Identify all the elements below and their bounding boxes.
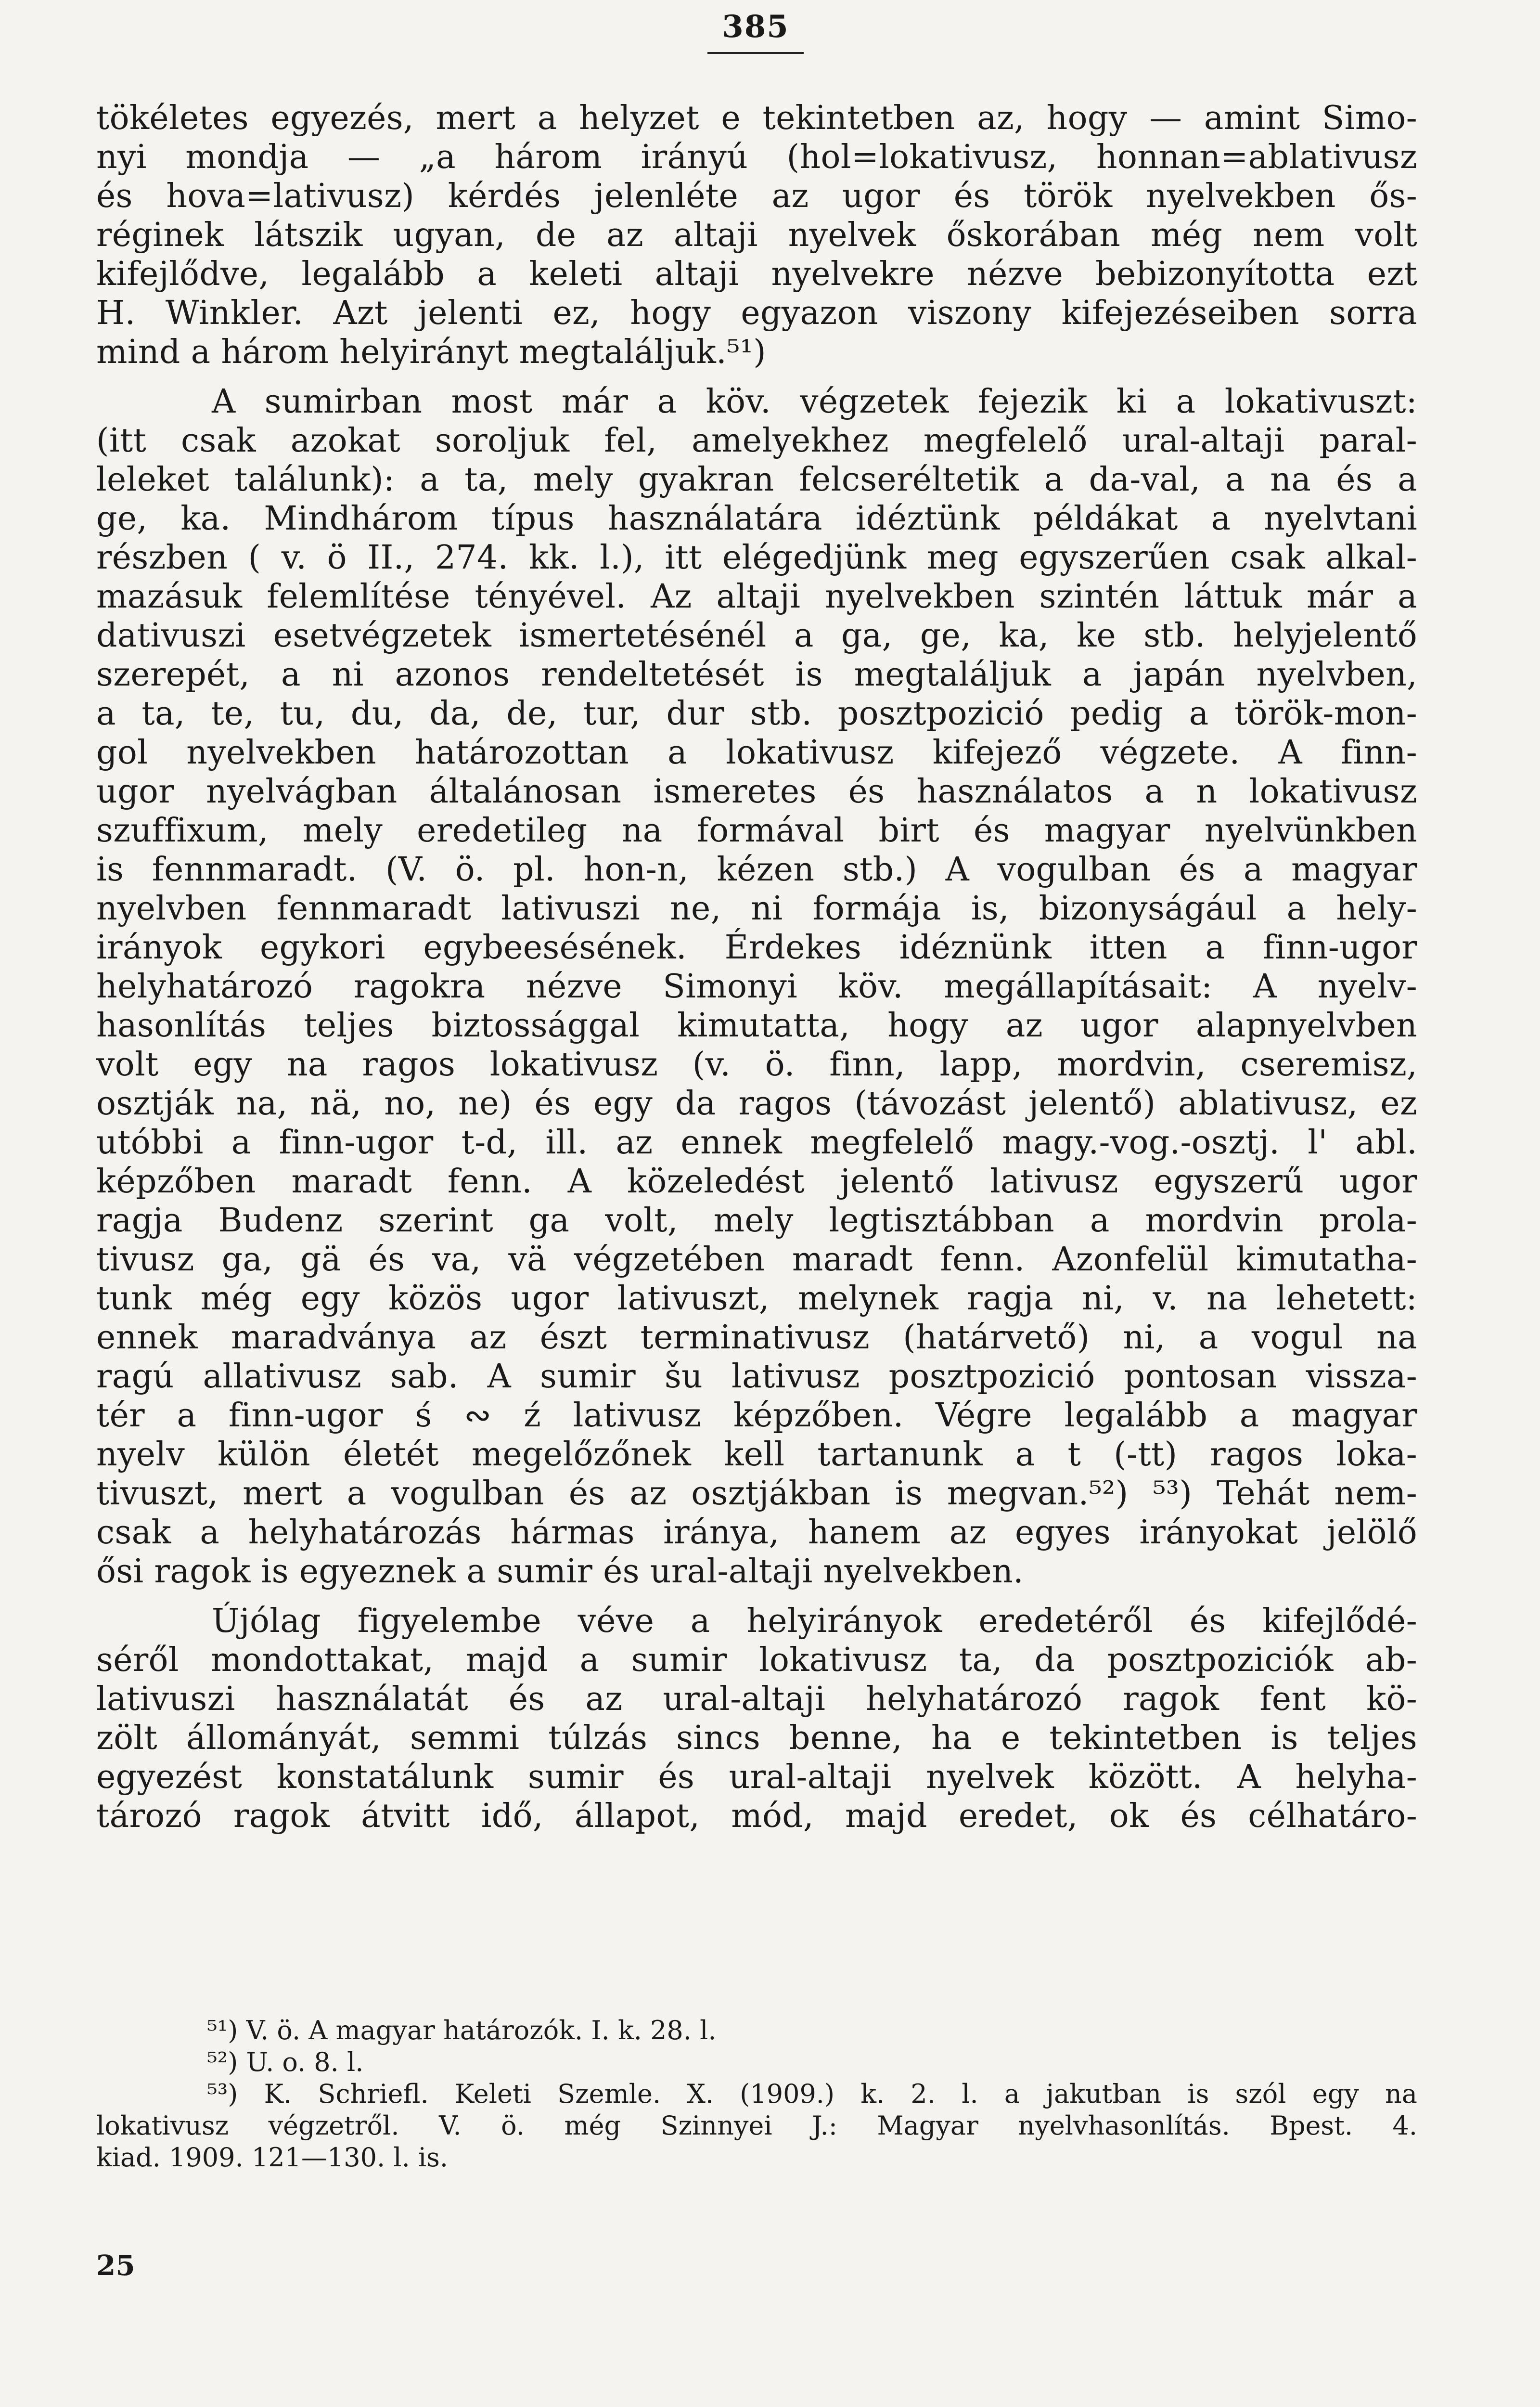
text-line: gol nyelvekben határozottan a lokativusz kifejező végzete. A finn- [96,734,1417,772]
footnote-53: ⁵³) K. Schriefl. Keleti Szemle. X. (1909.) k. 2. l. a jakutban is szól egy na [207,2079,1417,2109]
text-line: csak a helyhatározás hármas iránya, hanem az egyes irányokat jelölő [96,1514,1417,1552]
text-line: tivuszt, mert a vogulban és az osztjákban is megvan.⁵²) ⁵³) Tehát nem- [96,1475,1417,1513]
text-line: ge, ka. Mindhárom típus használatára idéztünk példákat a nyelvtani [96,500,1417,538]
footnotes [96,2015,1417,2174]
text-line: H. Winkler. Azt jelenti ez, hogy egyazon viszony kifejezéseiben sorra [96,294,1417,332]
text-line: volt egy na ragos lokativusz (v. ö. finn, lapp, mordvin, cseremisz, [96,1046,1417,1084]
text-line: ennek maradványa az észt terminativusz (határvető) ni, a vogul na [96,1319,1417,1357]
text-line: tunk még egy közös ugor lativuszt, melynek ragja ni, v. na lehetett: [96,1280,1417,1318]
text-line: szerepét, a ni azonos rendeltetését is megtaláljuk a japán nyelvben, [96,656,1417,694]
footnote-53-continued: kiad. 1909. 121—130. l. is. [96,2142,449,2173]
text-line: helyhatározó ragokra nézve Simonyi köv. megállapításait: A nyelv- [96,968,1417,1006]
paragraph-gap [96,1591,1417,1602]
text-line: (itt csak azokat soroljuk fel, amelyekhez megfelelő ural-altaji paral- [96,422,1417,460]
text-line: osztják na, nä, no, ne) és egy da ragos (távozást jelentő) ablativusz, ez [96,1085,1417,1123]
text-line: mazásuk felemlítése tényével. Az altaji nyelvekben szintén láttuk már a [96,578,1417,616]
text-line: ugor nyelvágban általánosan ismeretes és használatos a n lokativusz [96,773,1417,811]
main-text [96,99,1417,1836]
footnote-51: ⁵¹) V. ö. A magyar határozók. I. k. 28. l. [207,2015,717,2045]
text-line: réginek látszik ugyan, de az altaji nyelvek őskorában még nem volt [96,216,1417,254]
text-line: képzőben maradt fenn. A közeledést jelentő lativusz egyszerű ugor [96,1163,1417,1201]
text-line: utóbbi a finn-ugor t-d, ill. az ennek megfelelő magy.-vog.-osztj. l' abl. [96,1124,1417,1162]
text-line: részben ( v. ö II., 274. kk. l.), itt elégedjünk meg egyszerűen csak alkal- [96,539,1417,577]
page-number: 385 [722,9,789,45]
text-line: egyezést konstatálunk sumir és ural-altaji nyelvek között. A helyha- [96,1758,1417,1796]
text-line: a ta, te, tu, du, da, de, tur, dur stb. posztpozició pedig a török-mon- [96,695,1417,733]
text-line: kifejlődve, legalább a keleti altaji nyelvekre nézve bebizonyította ezt [96,255,1417,293]
footnote-52: ⁵²) U. o. 8. l. [207,2047,364,2077]
text-line: szuffixum, mely eredetileg na formával birt és magyar nyelvünkben [96,812,1417,850]
text-line: tökéletes egyezés, mert a helyzet e tekintetben az, hogy — amint Simo- [96,99,1417,137]
text-line: séről mondottakat, majd a sumir lokativusz ta, da posztpoziciók ab- [96,1641,1417,1679]
text-line: tivusz ga, gä és va, vä végzetében maradt fenn. Azonfelül kimutatha- [96,1241,1417,1279]
text-line: tározó ragok átvitt idő, állapot, mód, majd eredet, ok és célhatáro- [96,1797,1417,1835]
text-line: is fennmaradt. (V. ö. pl. hon-n, kézen stb.) A vogulban és a magyar [96,851,1417,889]
text-line: hasonlítás teljes biztossággal kimutatta, hogy az ugor alapnyelvben [96,1007,1417,1045]
signature-mark: 25 [96,2249,135,2282]
footnote-53-continued: lokativusz végzetről. V. ö. még Szinnyei J.: Magyar nyelvhasonlítás. Bpest. 4. [96,2110,1417,2141]
text-line: lativuszi használatát és az ural-altaji helyhatározó ragok fent kö- [96,1680,1417,1718]
text-line: irányok egykori egybeesésének. Érdekes idéznünk itten a finn-ugor [96,929,1417,967]
text-line: dativuszi esetvégzetek ismertetésénél a ga, ge, ka, ke stb. helyjelentő [96,617,1417,655]
text-line: és hova=lativusz) kérdés jelenléte az ugor és török nyelvekben ős- [96,177,1417,215]
text-line: nyelv külön életét megelőzőnek kell tartanunk a t (-tt) ragos loka- [96,1436,1417,1474]
text-line: nyi mondja — „a három irányú (hol=lokativusz, honnan=ablativusz [96,138,1417,176]
text-line: zölt állományát, semmi túlzás sincs benne, ha e tekintetben is teljes [96,1719,1417,1757]
page-number-rule [707,52,804,54]
text-line: nyelvben fennmaradt lativuszi ne, ni formája is, bizonyságául a hely- [96,890,1417,928]
text-line: ragú allativusz sab. A sumir šu lativusz posztpozició pontosan vissza- [96,1358,1417,1396]
text-line: leleket találunk): a ta, mely gyakran felcseréltetik a da-val, a na és a [96,461,1417,499]
text-line: ősi ragok is egyeznek a sumir és ural-altaji nyelvekben. [96,1553,1024,1591]
text-line: ragja Budenz szerint ga volt, mely legtisztábban a mordvin prola- [96,1202,1417,1240]
text-line: Újólag figyelembe véve a helyirányok eredetéről és kifejlődé- [212,1602,1417,1640]
paragraph-gap [96,372,1417,382]
text-line: mind a három helyirányt megtaláljuk.⁵¹) [96,333,766,371]
text-line: tér a finn-ugor ś ∾ ź lativusz képzőben. Végre legalább a magyar [96,1397,1417,1435]
text-line: A sumirban most már a köv. végzetek fejezik ki a lokativuszt: [212,383,1417,421]
